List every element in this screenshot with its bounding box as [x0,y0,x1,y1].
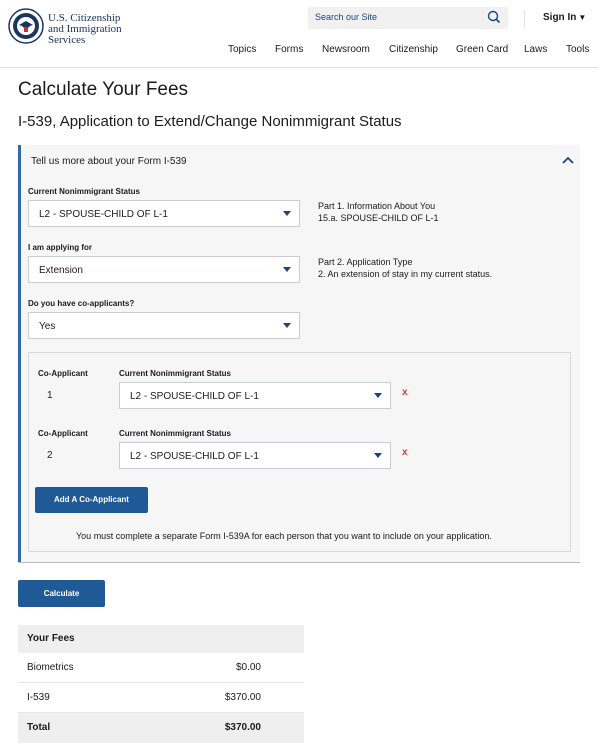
applying-note: Part 2. Application Type 2. An extension of stay in my current status. [318,257,493,279]
caret-down-icon: ▼ [578,13,587,22]
fee-row [18,683,304,713]
coapp-select-value: Yes [39,321,56,332]
status-select-value: L2 - SPOUSE-CHILD OF L-1 [39,209,168,220]
fee-name: Biometrics [27,662,74,673]
status-note: Part 1. Information About You 15.a. SPOUSE-CHILD OF L-1 [318,201,439,223]
dropdown-arrow-icon [283,323,291,329]
co-applicant-status-select[interactable] [119,442,391,469]
coapp-select[interactable] [28,312,300,339]
applying-select-value: Extension [39,265,83,276]
dropdown-arrow-icon [283,211,291,217]
status-label: Current Nonimmigrant Status [28,187,141,196]
fees-table-header [18,625,304,653]
co-applicant-status-value: L2 - SPOUSE-CHILD OF L-1 [130,451,259,462]
co-applicant-status-label: Current Nonimmigrant Status [119,429,232,438]
co-applicant-number: 1 [47,390,53,401]
co-applicant-label: Co-Applicant [38,429,88,438]
chevron-up-icon[interactable] [561,155,575,165]
nav-topics[interactable]: Topics [228,44,257,55]
coapp-label: Do you have co-applicants? [28,299,135,308]
co-applicant-status-select[interactable] [119,382,391,409]
co-applicant-label: Co-Applicant [38,369,88,378]
fee-total-amount: $370.00 [224,722,261,733]
nav-green-card[interactable]: Green Card [456,44,509,55]
co-applicant-status-value: L2 - SPOUSE-CHILD OF L-1 [130,391,259,402]
add-co-applicant-button[interactable]: Add A Co-Applicant [35,487,148,513]
fee-amount: $0.00 [235,662,261,673]
search-placeholder: Search our Site [315,12,378,22]
page-title: Calculate Your Fees [18,79,189,100]
fees-heading: Your Fees [27,633,75,644]
search-input[interactable] [308,7,508,29]
co-applicant-status-label: Current Nonimmigrant Status [119,369,232,378]
sign-in-button[interactable]: Sign In ▼ [543,12,587,23]
co-applicant-number: 2 [47,450,53,461]
header-divider [524,10,525,28]
applying-select[interactable] [28,256,300,283]
search-icon[interactable] [486,9,502,25]
fee-total-label: Total [27,722,51,733]
dropdown-arrow-icon [374,393,382,399]
nav-newsroom[interactable]: Newsroom [322,44,370,55]
fee-row [18,653,304,683]
co-applicant-info-text: You must complete a separate Form I-539A for each person that you want to include on your application. [76,531,492,541]
fee-amount: $370.00 [224,692,261,703]
panel-bottom-border [18,562,580,563]
dhs-seal-icon[interactable] [8,8,44,44]
remove-co-applicant-icon[interactable]: x [402,447,408,458]
nav-citizenship[interactable]: Citizenship [389,44,438,55]
dropdown-arrow-icon [374,453,382,459]
nav-tools[interactable]: Tools [566,44,590,55]
applying-label: I am applying for [28,243,93,252]
form-title: I-539, Application to Extend/Change Nonimmigrant Status [18,113,402,130]
fee-total-row [18,713,304,743]
calculate-button[interactable]: Calculate [18,580,105,607]
panel-heading: Tell us more about your Form I-539 [31,156,187,167]
remove-co-applicant-icon[interactable]: x [402,387,408,398]
nav-forms[interactable]: Forms [275,44,304,55]
site-header [0,0,598,68]
status-select[interactable] [28,200,300,227]
nav-laws[interactable]: Laws [524,44,548,55]
fee-name: I-539 [27,692,50,703]
dropdown-arrow-icon [283,267,291,273]
agency-name[interactable]: U.S. Citizenship and Immigration Services [48,12,122,46]
